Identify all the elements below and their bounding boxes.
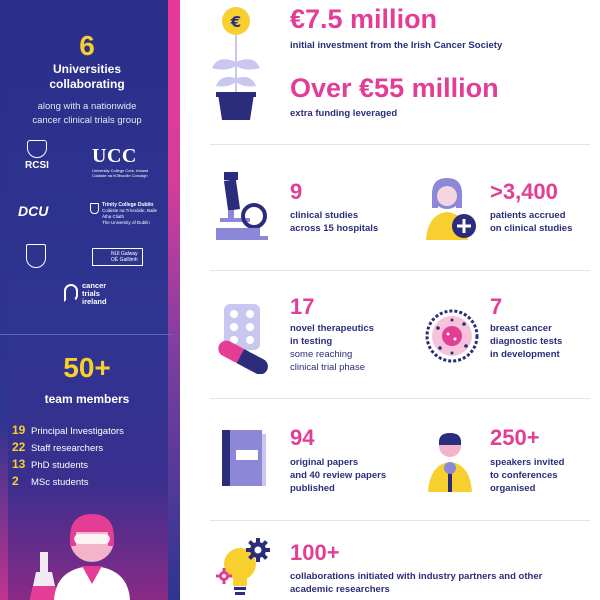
- tcd-logo-line2: Coláiste na Tríonóide, Baile Átha Cliath: [102, 208, 158, 219]
- book-icon: [220, 428, 268, 490]
- sidebar: [0, 0, 180, 600]
- patients-value: >3,400: [490, 179, 558, 204]
- papers-label3: published: [290, 483, 335, 494]
- patient-plus-icon: [422, 174, 480, 240]
- rcsi-logo-text: RCSI: [25, 160, 49, 171]
- papers-value: 94: [290, 425, 315, 450]
- rcsi-logo: [22, 140, 52, 171]
- tcd-logo-line1: Trinity College Dublin: [102, 202, 154, 208]
- universities-subtext: [0, 100, 174, 128]
- universities-label: [0, 62, 174, 92]
- speakers-value: 250+: [490, 425, 540, 450]
- nuig-logo-line1: NUI Galway: [111, 251, 138, 257]
- diagnostics-value: 7: [490, 294, 503, 319]
- team-row-count: 22: [12, 440, 26, 454]
- collaborations-label2: academic researchers: [290, 584, 390, 595]
- section-divider: [210, 398, 590, 399]
- microscope-icon: [214, 170, 270, 242]
- studies-label2: across 15 hospitals: [290, 223, 379, 234]
- nuig-logo-line2: OÉ Gaillimh: [111, 257, 138, 263]
- svg-text:€: €: [230, 13, 242, 31]
- leveraged-value: Over €55 million: [290, 73, 499, 103]
- universities-sub-line1: along with a nationwide: [37, 101, 137, 112]
- universities-label-line2: collaborating: [49, 77, 125, 91]
- studies-value: 9: [290, 179, 303, 204]
- nuig-logo: [92, 248, 143, 266]
- ucc-logo-sub1: University College Cork, Ireland: [92, 168, 149, 173]
- dcu-logo: DCU: [18, 203, 49, 219]
- team-row-label: PhD students: [31, 460, 89, 471]
- tcd-logo: [90, 202, 160, 226]
- ucc-logo-text: UCC: [92, 145, 137, 167]
- therapeutics-label2: in testing: [290, 336, 333, 347]
- section-divider: [210, 270, 590, 271]
- rcsi-crest-icon: [27, 140, 47, 158]
- team-row-label: Principal Investigators: [31, 426, 124, 437]
- collaborations-label1: collaborations initiated with industry partners and other: [290, 571, 543, 582]
- speakers-label2: to conferences: [490, 470, 558, 481]
- therapeutics-label1: novel therapeutics: [290, 323, 374, 334]
- universities-count: 6: [79, 30, 95, 61]
- team-count: 50+: [63, 352, 111, 383]
- cancer-trials-ireland-logo: [64, 282, 107, 306]
- therapeutics-label4: clinical trial phase: [290, 362, 365, 373]
- team-row: [12, 474, 124, 491]
- team-row: [12, 423, 124, 440]
- tcd-crest-icon: [90, 203, 99, 214]
- euro-coin-plant-icon: [206, 4, 266, 122]
- ctirl-line2: trials: [82, 289, 100, 298]
- speakers-label1: speakers invited: [490, 457, 565, 468]
- cell-icon: [424, 308, 480, 364]
- main-content: [180, 0, 600, 600]
- speakers-label3: organised: [490, 483, 536, 494]
- ucc-logo-sub2: Coláiste na hOllscoile Corcaigh: [92, 173, 148, 178]
- university-shield-logo: [26, 244, 46, 268]
- diagnostics-label1: breast cancer: [490, 323, 552, 334]
- team-row-count: 2: [12, 474, 19, 488]
- ucc-logo: [92, 145, 162, 178]
- team-row-label: MSc students: [31, 477, 89, 488]
- papers-label2: and 40 review papers: [290, 470, 387, 481]
- therapeutics-label3: some reaching: [290, 349, 353, 360]
- scientist-illustration: [30, 500, 150, 600]
- therapeutics-value: 17: [290, 294, 315, 319]
- tcd-logo-line3: The University of Dublin: [102, 220, 150, 225]
- team-row: [12, 440, 124, 457]
- speaker-microphone-icon: [422, 430, 480, 492]
- patients-label2: on clinical studies: [490, 223, 573, 234]
- team-label: team members: [44, 392, 130, 406]
- ctirl-line1: cancer: [82, 281, 107, 290]
- patients-label1: patients accrued: [490, 210, 566, 221]
- leveraged-label: extra funding leveraged: [290, 108, 398, 119]
- team-breakdown-list: [12, 423, 124, 491]
- universities-label-line1: Universities: [52, 62, 122, 76]
- diagnostics-label2: diagnostic tests: [490, 336, 563, 347]
- investment-value: €7.5 million: [290, 4, 438, 34]
- studies-label1: clinical studies: [290, 210, 359, 221]
- team-row-count: 19: [12, 423, 26, 437]
- papers-label1: original papers: [290, 457, 359, 468]
- sidebar-divider: [0, 334, 174, 335]
- team-row-count: 13: [12, 457, 26, 471]
- pill-blister-icon: [210, 302, 278, 374]
- cancer-trials-swoosh-icon: [64, 284, 78, 302]
- diagnostics-label3: in development: [490, 349, 560, 360]
- universities-sub-line2: cancer clinical trials group: [32, 115, 142, 126]
- collaborations-value: 100+: [290, 540, 340, 565]
- team-row-label: Staff researchers: [31, 443, 104, 454]
- section-divider: [210, 144, 590, 145]
- section-divider: [210, 520, 590, 521]
- lightbulb-gears-icon: [214, 536, 278, 598]
- ctirl-line3: ireland: [82, 297, 107, 306]
- team-row: [12, 457, 124, 474]
- investment-label: initial investment from the Irish Cancer Society: [290, 40, 503, 51]
